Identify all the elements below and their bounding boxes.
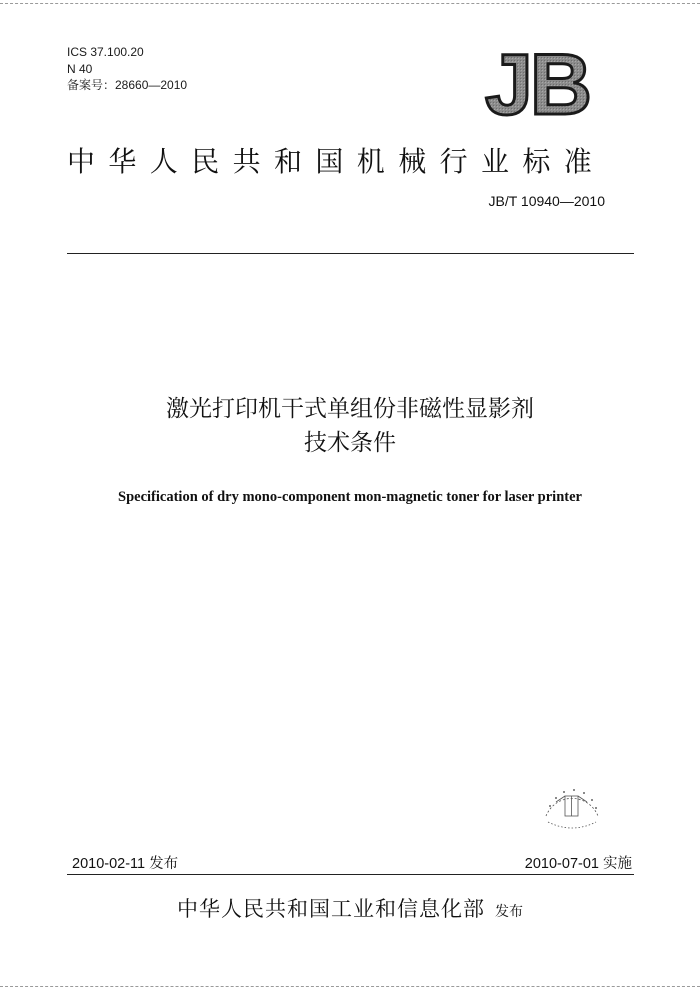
ministry-standard-title: 中华人民共和国机械行业标准 xyxy=(67,145,606,178)
page-bottom-edge xyxy=(0,986,700,987)
ics-code: ICS 37.100.20 xyxy=(67,45,144,59)
document-metadata xyxy=(67,44,187,94)
publisher-organization: 中华人民共和国工业和信息化部 xyxy=(177,897,485,921)
record-number: 备案号：28660—2010 xyxy=(67,78,188,92)
standard-number: JB/T 10940—2010 xyxy=(488,193,605,209)
title-en: Specification of dry mono-component mon-magnetic toner for laser printer xyxy=(118,489,582,505)
implementation-date: 2010-07-01 实施 xyxy=(524,856,632,872)
issue-date: 2010-02-11 发布 xyxy=(72,856,179,872)
publisher xyxy=(0,893,700,923)
classification-code: N 40 xyxy=(67,61,93,76)
jb-logo-text: JB xyxy=(485,46,589,120)
footer-divider xyxy=(67,874,634,875)
jb-logo xyxy=(470,46,605,120)
publisher-suffix: 发布 xyxy=(495,904,523,920)
page-top-edge xyxy=(0,3,700,4)
title-cn-line2: 技术条件 xyxy=(304,430,396,456)
publisher-seal-icon xyxy=(538,778,606,838)
header-divider xyxy=(67,253,634,254)
title-cn-line1: 激光打印机干式单组份非磁性显影剂 xyxy=(166,396,534,422)
